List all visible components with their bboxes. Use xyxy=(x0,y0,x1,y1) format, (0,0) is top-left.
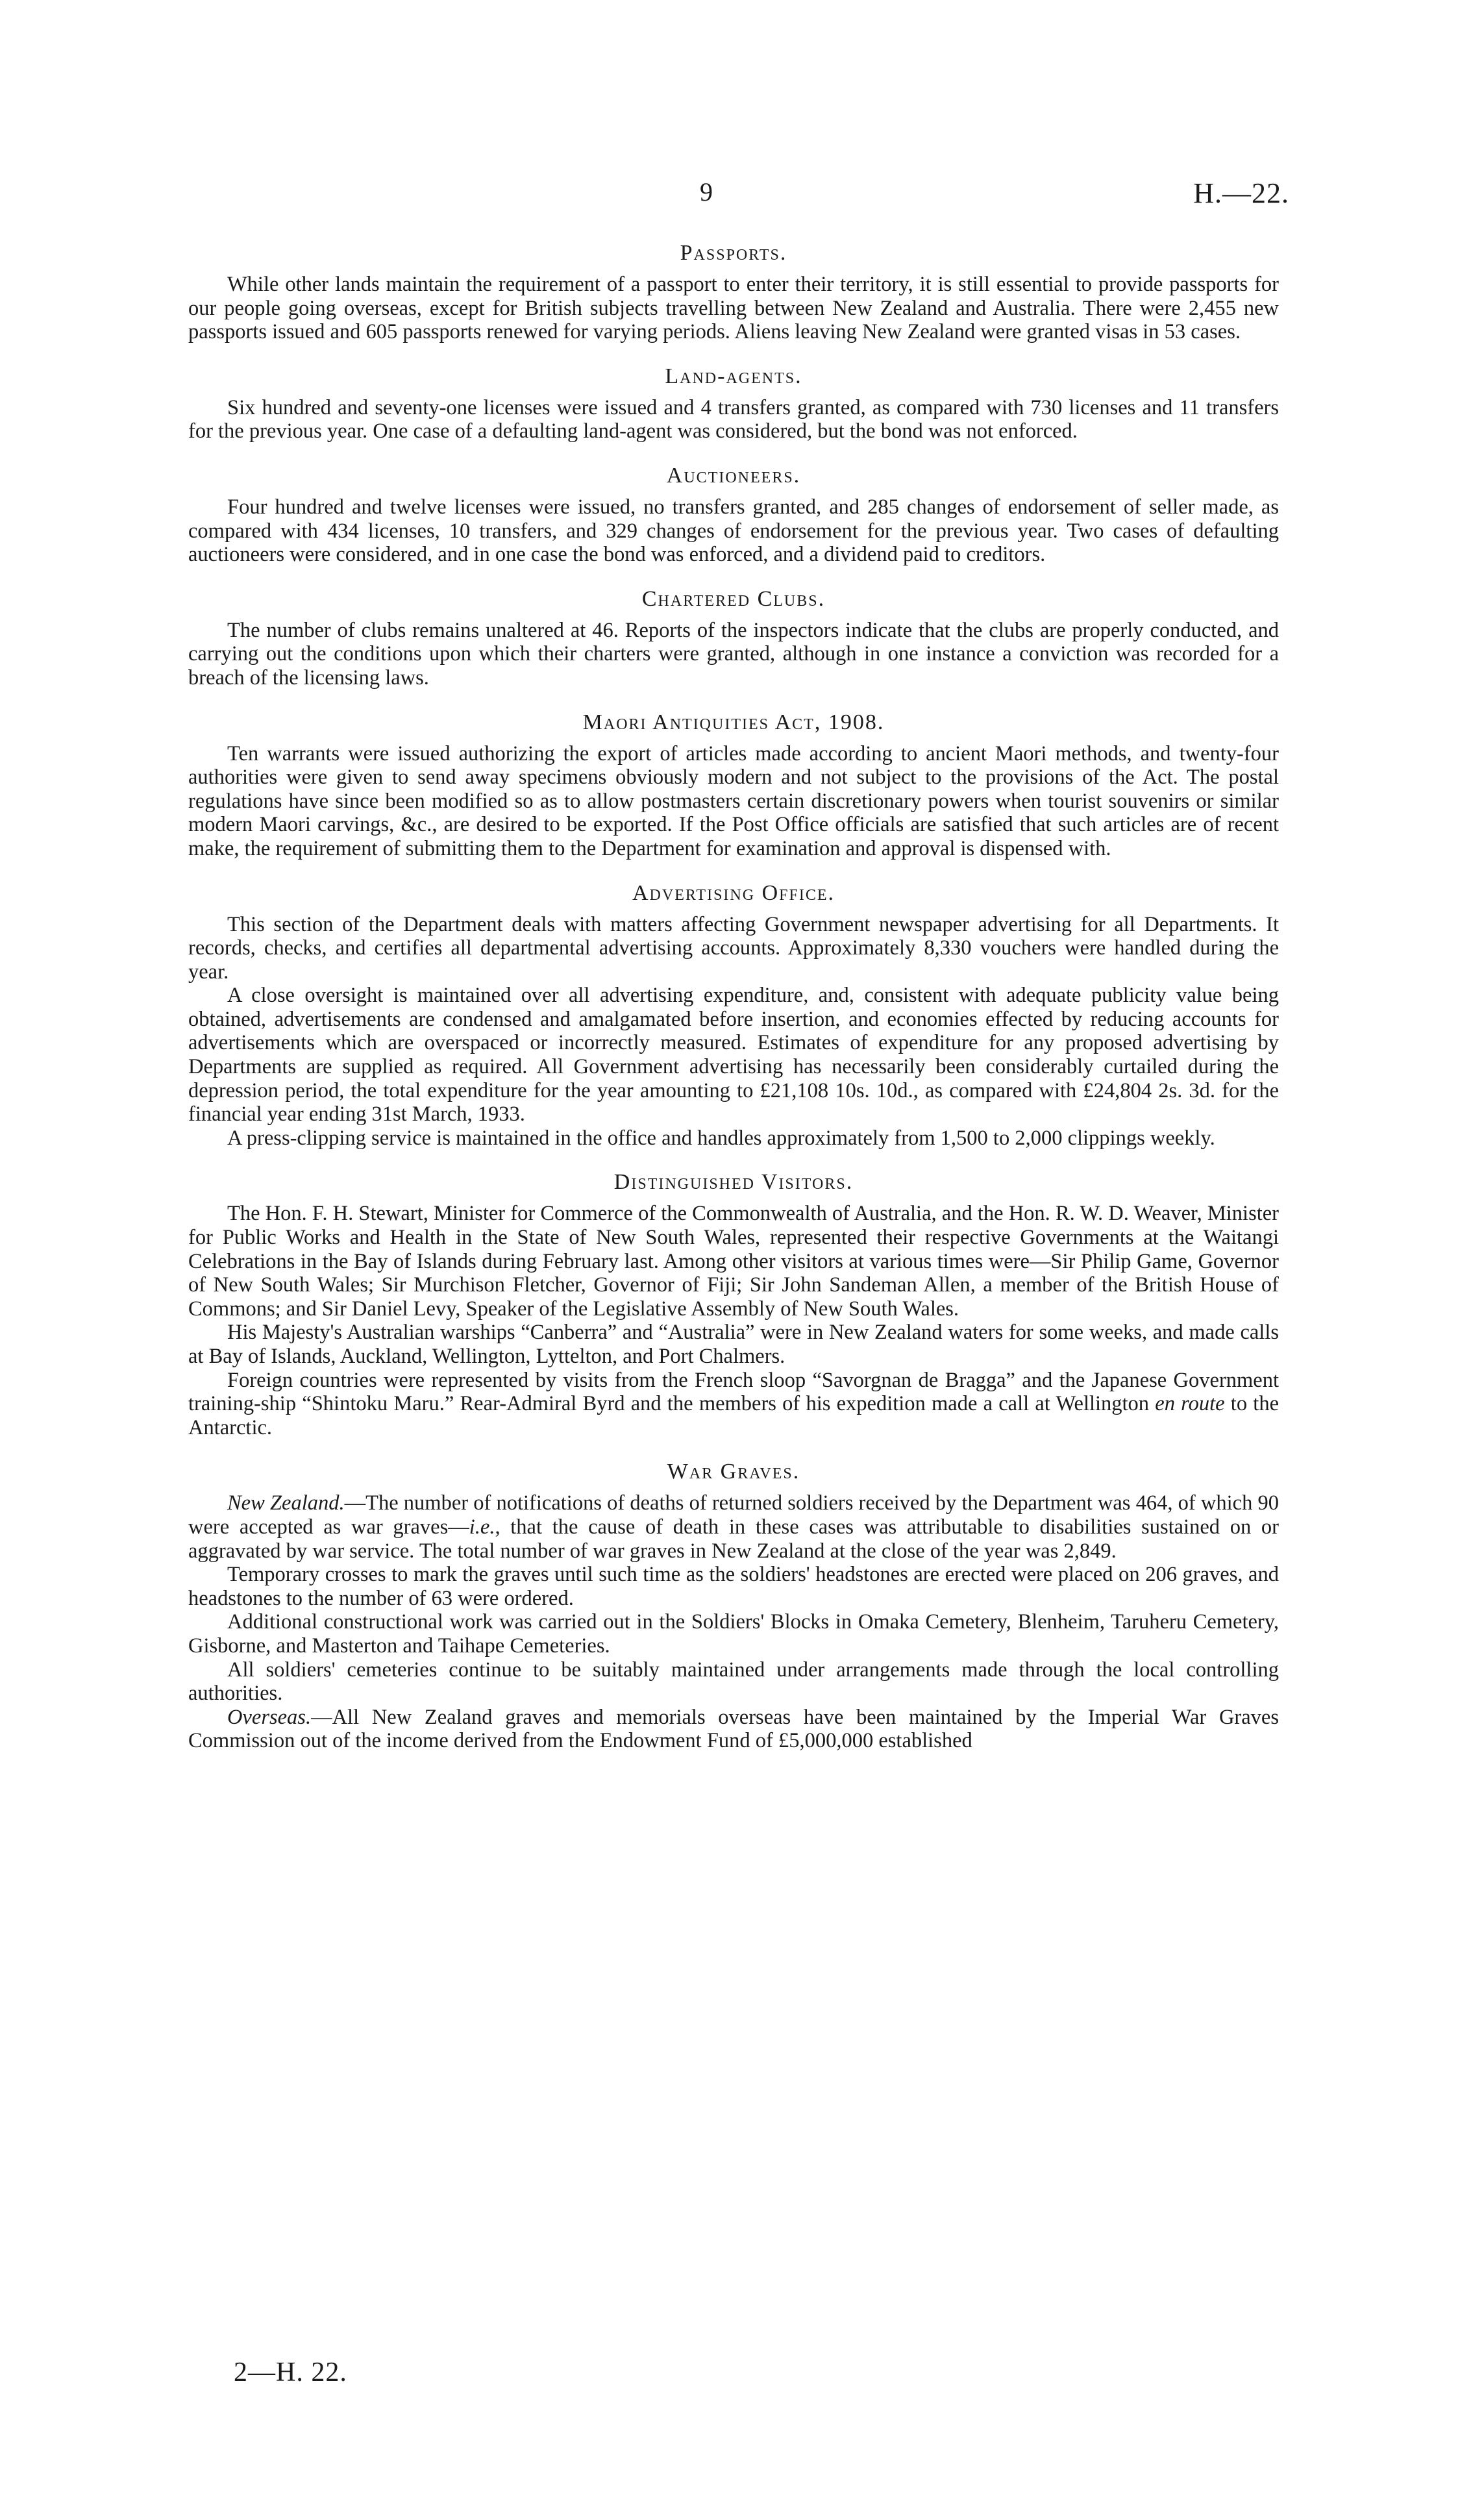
page-header xyxy=(0,177,1484,216)
paragraph: While other lands maintain the requirement of a passport to enter their territory, it is still essential to provide passports for our people going overseas, except for British subjects travelling between New Zealand and Australia. There were 2,455 new passports issued and 605 passports renewed for varying periods. Aliens leaving New Zealand were granted visas in 53 cases. xyxy=(188,273,1279,344)
paragraph xyxy=(188,1369,1279,1440)
section-title-auctioneers: Auctioneers. xyxy=(666,463,801,488)
paragraph: This section of the Department deals with matters affecting Government newspaper advertising for all Departments. It records, checks, and certifies all departmental advertising accounts. Approximately 8,330 vouchers were handled during the year. xyxy=(188,912,1279,984)
signature-mark: 2—H. 22. xyxy=(234,2357,347,2387)
paragraph: A close oversight is maintained over all advertising expenditure, and, consistent with adequate publicity value being obtained, advertisements are condensed and amalgamated before insertion, and economies effected by reducing accounts for advertisements which are overspaced or incorrectly measured. Estimates of expenditure for any proposed advertising by Departments are supplied as required. All Government advertising has necessarily been considerably curtailed during the depression period, the total expenditure for the year amounting to £21,108 10s. 10d., as compared with £24,804 2s. 3d. for the financial year ending 31st March, 1933. xyxy=(188,984,1279,1126)
text-run: —All New Zealand graves and memorials overseas have been maintained by the Imperial War Graves Commission out of the income derived from the Endowment Fund of £5,000,000 established xyxy=(188,1705,1279,1753)
paragraph: All soldiers' cemeteries continue to be suitably maintained under arrangements made through the local controlling authorities. xyxy=(188,1658,1279,1706)
page-number: 9 xyxy=(700,177,713,206)
page-body xyxy=(188,240,1279,1753)
section-title-war-graves: War Graves. xyxy=(667,1460,800,1484)
text-run: , that the cause of death in these cases was attributable to disabilities sustained on or aggravated by war service. The total number of war graves in New Zealand at the close of the year was 2,849. xyxy=(188,1515,1279,1563)
paragraph xyxy=(188,1491,1279,1563)
text-run: to the Antarctic. xyxy=(188,1392,1279,1439)
document-reference: H.—22. xyxy=(1193,177,1289,209)
section-title-advertising-office: Advertising Office. xyxy=(632,880,835,905)
text-run: Foreign countries were represented by visits from the French sloop “Savorgnan de Bragga” and the Japanese Government training-ship “Shintoku Maru.” Rear-Admiral Byrd and the members of his expedition made a call at Wellington xyxy=(188,1368,1279,1416)
paragraph: Ten warrants were issued authorizing the export of articles made according to ancient Maori methods, and twenty-four authorities were given to send away specimens obviously modern and not subject to the provisions of the Act. The postal regulations have since been modified so as to allow postmasters certain discretionary powers when tourist souvenirs or similar modern Maori carvings, &c., are desired to be exported. If the Post Office officials are satisfied that such articles are of recent make, the requirement of submitting them to the Department for examination and approval is dispensed with. xyxy=(188,741,1279,860)
text-run: —The number of notifications of deaths of returned soldiers received by the Department was 464, of which 90 were accepted as war graves— xyxy=(188,1491,1279,1539)
paragraph: His Majesty's Australian warships “Canberra” and “Australia” were in New Zealand waters for some weeks, and made calls at Bay of Islands, Auckland, Wellington, Lyttelton, and Port Chalmers. xyxy=(188,1321,1279,1368)
paragraph: Temporary crosses to mark the graves until such time as the soldiers' headstones are erected were placed on 206 graves, and headstones to the number of 63 were ordered. xyxy=(188,1563,1279,1610)
paragraph: Four hundred and twelve licenses were issued, no transfers granted, and 285 changes of endorsement of seller made, as compared with 434 licenses, 10 transfers, and 329 changes of endorsement for the previous year. Two cases of defaulting auctioneers were considered, and in one case the bond was enforced, and a dividend paid to creditors. xyxy=(188,495,1279,567)
italic-phrase: i.e. xyxy=(469,1515,495,1539)
italic-lead: New Zealand. xyxy=(227,1491,345,1515)
section-title-land-agents: Land-agents. xyxy=(665,364,802,388)
paragraph: The number of clubs remains unaltered at 46. Reports of the inspectors indicate that the clubs are properly conducted, and carrying out the conditions upon which their charters were granted, although in one instance a conviction was recorded for a breach of the licensing laws. xyxy=(188,618,1279,690)
paragraph: A press-clipping service is maintained in the office and handles approximately from 1,500 to 2,000 clippings weekly. xyxy=(227,1126,1215,1150)
section-title-maori-antiquities: Maori Antiquities Act, 1908. xyxy=(582,710,885,734)
section-title-passports: Passports. xyxy=(680,241,787,265)
italic-lead: Overseas. xyxy=(227,1705,312,1729)
section-title-distinguished-visitors: Distinguished Visitors. xyxy=(613,1170,854,1195)
paragraph: Six hundred and seventy-one licenses were issued and 4 transfers granted, as compared with 730 licenses and 11 transfers for the previous year. One case of a defaulting land-agent was considered, but the bond was not enforced. xyxy=(188,395,1279,443)
italic-phrase: en route xyxy=(1155,1392,1225,1416)
section-title-chartered-clubs: Chartered Clubs. xyxy=(641,586,826,611)
paragraph: Additional constructional work was carried out in the Soldiers' Blocks in Omaka Cemetery, Blenheim, Taruheru Cemetery, Gisborne, and Masterton and Taihape Cemeteries. xyxy=(188,1610,1279,1658)
paragraph: The Hon. F. H. Stewart, Minister for Commerce of the Commonwealth of Australia, and the Hon. R. W. D. Weaver, Minister for Public Works and Health in the State of New South Wales, represented their respective Governments at the Waitangi Celebrations in the Bay of Islands during February last. Among other visitors at various times were—Sir Philip Game, Governor of New South Wales; Sir Murchison Fletcher, Governor of Fiji; Sir John Sandeman Allen, a member of the British House of Commons; and Sir Daniel Levy, Speaker of the Legislative Assembly of New South Wales. xyxy=(188,1202,1279,1321)
paragraph xyxy=(188,1706,1279,1753)
